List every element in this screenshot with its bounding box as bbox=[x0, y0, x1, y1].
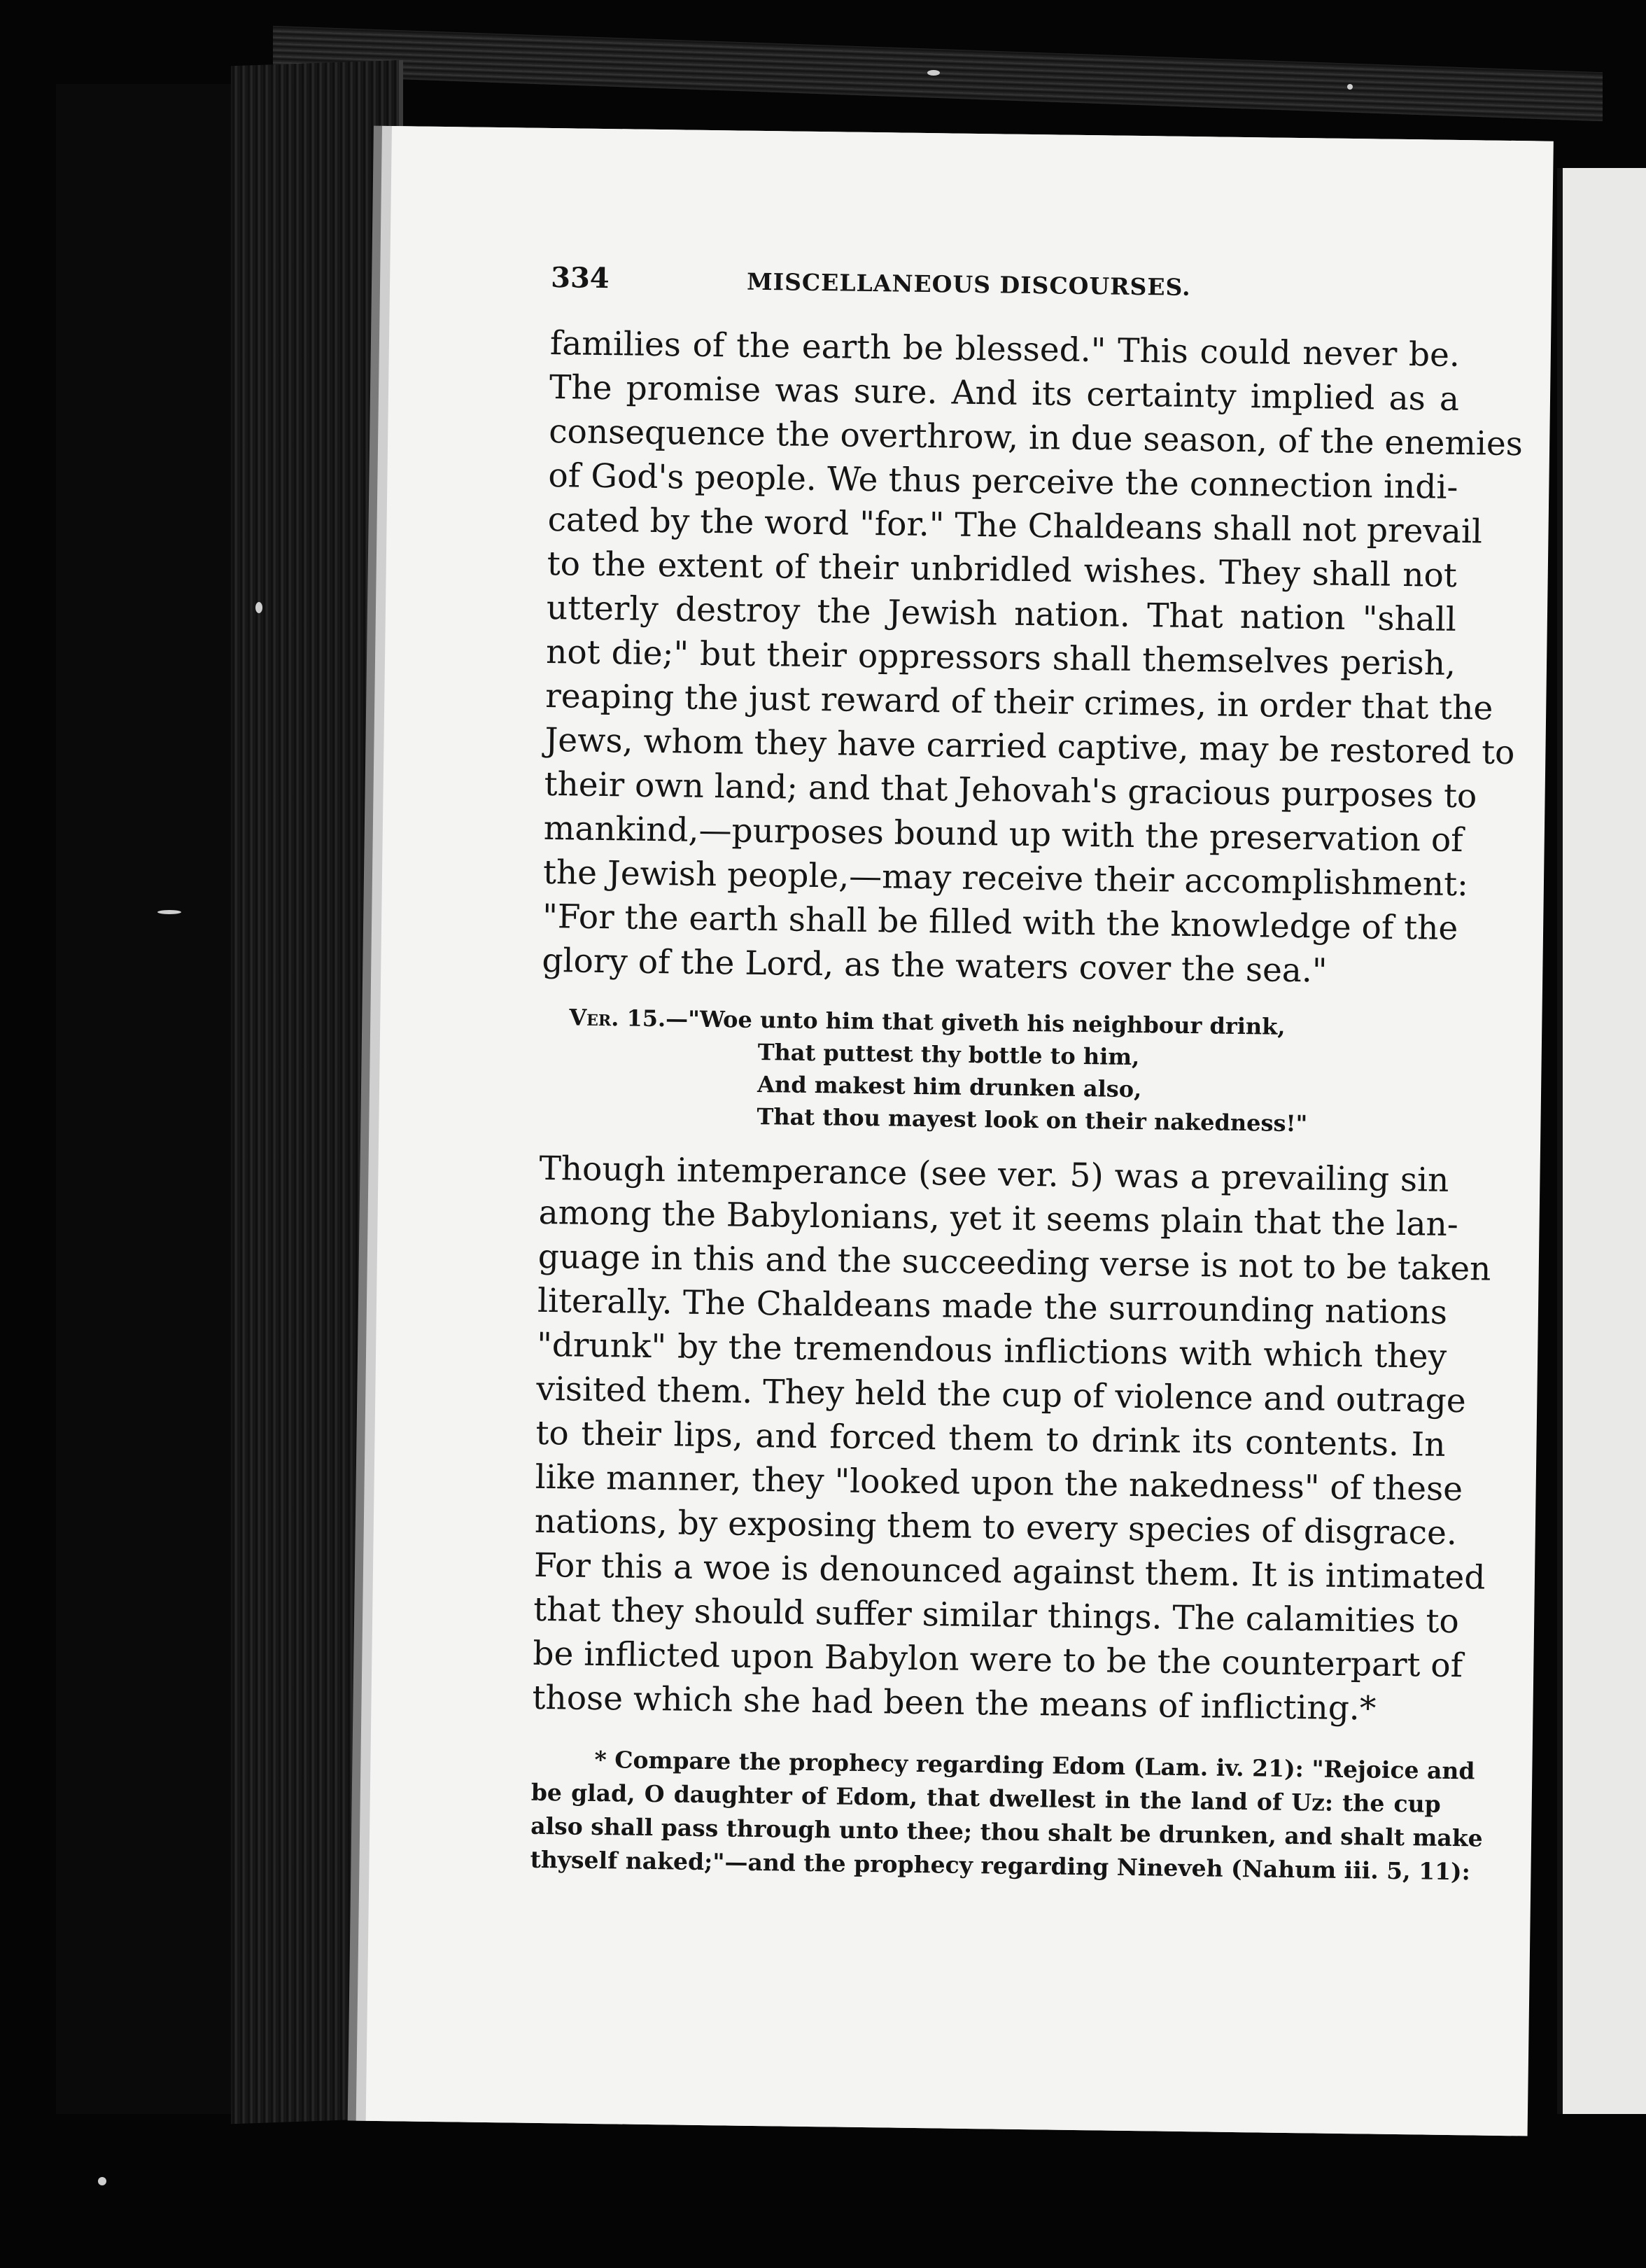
text-line: of God's people. We thus perceive the connection indi- bbox=[548, 456, 1458, 507]
running-title: MISCELLANEOUS DISCOURSES. bbox=[746, 267, 1191, 301]
footnote bbox=[530, 1742, 1483, 1889]
scan-speck bbox=[157, 910, 181, 914]
footnote-line: * Compare the prophecy regarding Edom (Lam. iv. 21): "Rejoice and bbox=[594, 1745, 1475, 1785]
scripture-verse bbox=[568, 1001, 1451, 1141]
text-line: Jews, whom they have carried captive, may be restored to bbox=[544, 720, 1515, 773]
text-line: that they should suffer similar things. The calamities to bbox=[533, 1590, 1460, 1642]
text-line: their own land; and that Jehovah's gracious purposes to bbox=[544, 764, 1477, 816]
footnote-line: be glad, O daughter of Edom, that dwellest in the land of Uz: the cup bbox=[530, 1778, 1442, 1818]
text-line: like manner, they "looked upon the nakedness" of these bbox=[535, 1457, 1463, 1509]
paragraph-continuation bbox=[542, 321, 1524, 995]
scan-speck bbox=[927, 70, 940, 76]
verse-line: And makest him drunken also, bbox=[757, 1070, 1142, 1103]
text-line: The promise was sure. And its certainty implied as a bbox=[549, 368, 1460, 419]
scan-speck bbox=[1347, 84, 1353, 90]
footnote-line: also shall pass through unto thee; thou shalt be drunken, and shalt make bbox=[530, 1812, 1483, 1852]
text-line: "For the earth shall be filled with the knowledge of the bbox=[542, 897, 1458, 948]
verse-line: That puttest thy bottle to him, bbox=[757, 1038, 1140, 1071]
text-line: cated by the word "for." The Chaldeans shall not prevail bbox=[547, 500, 1483, 552]
scan-speck bbox=[255, 602, 262, 613]
page-text-block bbox=[530, 260, 1524, 1889]
book-page bbox=[366, 126, 1554, 2136]
running-head bbox=[551, 261, 1461, 315]
verse-reference: Ver. 15.— bbox=[569, 1004, 689, 1032]
text-line: guage in this and the succeeding verse is not to be taken bbox=[537, 1237, 1491, 1289]
text-line: to the extent of their unbridled wishes. They shall not bbox=[547, 544, 1458, 595]
text-line: reaping the just reward of their crimes, in order that the bbox=[544, 676, 1493, 728]
text-line: families of the earth be blessed." This could never be. bbox=[549, 323, 1461, 374]
text-line: "drunk" by the tremendous inflictions with which they bbox=[536, 1325, 1447, 1376]
text-line: consequence the overthrow, in due season, of the enemies bbox=[548, 412, 1524, 464]
footnote-line: thyself naked;"—and the prophecy regarding Nineveh (Nahum iii. 5, 11): bbox=[530, 1845, 1471, 1886]
book-cover-shadow bbox=[56, 84, 238, 2114]
text-line: Though intemperance (see ver. 5) was a prevailing sin bbox=[539, 1149, 1449, 1200]
text-line: the Jewish people,—may receive their accomplishment: bbox=[542, 853, 1469, 904]
text-line: For this a woe is denounced against them. It is intimated bbox=[533, 1546, 1486, 1597]
text-line: to their lips, and forced them to drink its contents. In bbox=[535, 1413, 1446, 1464]
verse-line: That thou mayest look on their nakedness!" bbox=[757, 1102, 1308, 1138]
text-line: mankind,—purposes bound up with the preservation of bbox=[543, 808, 1463, 860]
text-line: among the Babylonians, yet it seems plain that the lan- bbox=[538, 1193, 1459, 1245]
paragraph-commentary bbox=[532, 1147, 1491, 1732]
page-number: 334 bbox=[550, 260, 610, 295]
text-line: those which she had been the means of inflicting.* bbox=[532, 1678, 1377, 1728]
text-line: be inflicted upon Babylon were to be the counterpart of bbox=[533, 1634, 1463, 1686]
text-line: nations, by exposing them to every species of disgrace. bbox=[534, 1502, 1458, 1553]
text-line: literally. The Chaldeans made the surrounding nations bbox=[537, 1281, 1448, 1332]
verse-text: "Woe unto him that giveth his neighbour drink, bbox=[687, 1005, 1286, 1040]
facing-page-edge bbox=[1557, 168, 1646, 2114]
text-line: not die;" but their oppressors shall themselves perish, bbox=[545, 632, 1456, 683]
text-line: utterly destroy the Jewish nation. That nation "shall bbox=[546, 588, 1457, 639]
scan-speck bbox=[98, 2177, 106, 2185]
text-line: glory of the Lord, as the waters cover the sea." bbox=[542, 941, 1328, 990]
text-line: visited them. They held the cup of violence and outrage bbox=[536, 1369, 1467, 1421]
